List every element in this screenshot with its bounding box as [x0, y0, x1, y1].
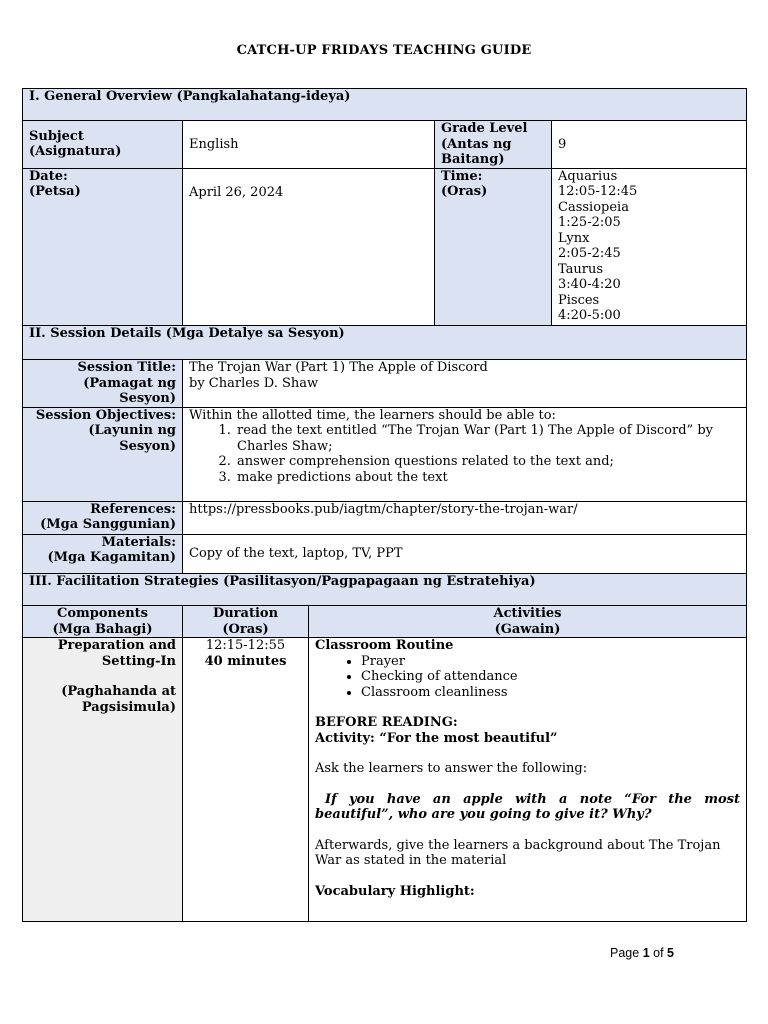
label-line: Materials: — [101, 534, 176, 550]
grade-label-line: Grade Level — [441, 121, 528, 136]
routine-item: • Prayer — [361, 654, 740, 670]
date-value-text: April 26, 2024 — [189, 184, 284, 200]
page-total: 5 — [667, 946, 674, 960]
time-label-line: Time: — [441, 168, 483, 184]
date-label — [23, 168, 183, 326]
label-line: (Mga Sanggunian) — [40, 517, 176, 532]
page-number: 1 — [642, 946, 650, 960]
objectives-value — [183, 407, 747, 501]
objective-item: 2. answer comprehension questions related to the text and; — [235, 454, 740, 470]
col-activities-header — [309, 606, 747, 638]
component-line: Setting-In — [101, 653, 176, 669]
of-word: of — [653, 946, 664, 960]
label-line: References: — [90, 501, 176, 517]
schedule-line: 2:05-2:45 — [558, 246, 621, 261]
routine-list — [315, 654, 740, 701]
schedule-line: Aquarius — [558, 168, 618, 184]
label-line: Sesyon) — [119, 391, 176, 406]
duration-length: 40 minutes — [204, 653, 287, 669]
before-reading-heading: BEFORE READING: — [315, 715, 458, 730]
component-line: Pagsisimula) — [81, 699, 176, 715]
session-title-label — [23, 360, 183, 408]
schedule-line: Pisces — [558, 292, 600, 308]
grade-label — [435, 121, 552, 169]
section2-heading-text: II. Session Details (Mga Detalye sa Sesyon) — [29, 326, 345, 341]
col-components-header — [23, 606, 183, 638]
subject-value: English — [183, 121, 435, 169]
header-line: Duration — [212, 606, 279, 621]
header-line: (Gawain) — [494, 621, 561, 637]
header-line: Components — [56, 606, 149, 621]
section3-heading-text: III. Facilitation Strategies (Pasilitasyon/Pagpapagaan ng Estratehiya) — [29, 574, 536, 589]
section2-heading — [23, 326, 747, 360]
schedule-line: 1:25-2:05 — [558, 215, 621, 230]
date-value — [183, 168, 435, 326]
routine-item: • Classroom cleanliness — [361, 685, 740, 701]
schedule-line: 3:40-4:20 — [558, 277, 621, 292]
label-line: Sesyon) — [119, 438, 176, 454]
label-line: (Mga Kagamitan) — [47, 550, 176, 565]
schedule-line: Lynx — [558, 230, 590, 246]
label-line: (Pamagat ng — [83, 375, 176, 391]
objectives-list — [189, 423, 740, 485]
duration-time: 12:15-12:55 — [205, 638, 286, 653]
activities-cell — [309, 638, 747, 922]
component-cell — [23, 638, 183, 922]
subject-label — [23, 121, 183, 169]
grade-label-line: Baitang) — [441, 152, 505, 167]
schedule-line: 12:05-12:45 — [558, 184, 638, 199]
section1-heading — [23, 89, 747, 121]
session-title-line: The Trojan War (Part 1) The Apple of Discord — [189, 360, 488, 375]
references-label — [23, 501, 183, 534]
ask-text: Ask the learners to answer the following: — [315, 761, 588, 776]
page-word: Page — [610, 946, 640, 960]
objectives-intro: Within the allotted time, the learners should be able to: — [189, 407, 556, 423]
objective-item: 1. read the text entitled “The Trojan War (Part 1) The Apple of Discord” by Charles Shaw; — [235, 423, 740, 454]
label-line: Session Title: — [77, 360, 176, 375]
component-line: (Paghahanda at — [61, 684, 176, 699]
materials-value: Copy of the text, laptop, TV, PPT — [183, 534, 747, 573]
afterwards-text: Afterwards, give the learners a background about The Trojan War as stated in the material — [315, 837, 721, 868]
date-label-line: (Petsa) — [29, 184, 81, 199]
objective-item: 3. make predictions about the text — [235, 470, 740, 486]
duration-cell — [183, 638, 309, 922]
session-title-value — [183, 360, 747, 408]
schedule-cell — [552, 168, 747, 326]
prompt-question: If you have an apple with a note “For the most beautiful”, who are you going to give it? Why? — [315, 791, 740, 822]
references-value: https://pressbooks.pub/iagtm/chapter/story-the-trojan-war/ — [183, 501, 747, 534]
component-line: Preparation and — [57, 638, 176, 653]
schedule-line: Cassiopeia — [558, 199, 629, 215]
grade-label-line: (Antas ng — [441, 136, 512, 152]
header-line: (Oras) — [222, 621, 269, 637]
facilitation-table — [22, 573, 747, 922]
subject-label-line: Subject — [29, 128, 84, 144]
header-line: Activities — [493, 606, 562, 621]
materials-label — [23, 534, 183, 573]
grade-value: 9 — [552, 121, 747, 169]
label-line: (Layunin ng — [88, 423, 176, 438]
document-title: CATCH-UP FRIDAYS TEACHING GUIDE — [236, 43, 532, 58]
session-details-table — [22, 325, 747, 574]
objectives-label — [23, 407, 183, 501]
vocabulary-heading: Vocabulary Highlight: — [315, 883, 475, 899]
schedule-line: 4:20-5:00 — [558, 308, 621, 323]
time-label-line: (Oras) — [441, 184, 488, 199]
schedule-line: Taurus — [558, 261, 604, 277]
time-label — [435, 168, 552, 326]
col-duration-header — [183, 606, 309, 638]
routine-heading: Classroom Routine — [315, 638, 454, 653]
routine-item: • Checking of attendance — [361, 669, 740, 685]
activity-title: Activity: “For the most beautiful” — [315, 730, 558, 746]
date-label-line: Date: — [29, 168, 68, 184]
subject-label-line: (Asignatura) — [29, 144, 122, 160]
general-overview-table — [22, 88, 747, 327]
section1-heading-text: I. General Overview (Pangkalahatang-ideya) — [29, 89, 351, 104]
header-line: (Mga Bahagi) — [52, 621, 153, 637]
session-title-line: by Charles D. Shaw — [189, 375, 319, 391]
label-line: Session Objectives: — [35, 407, 176, 423]
section3-heading — [23, 574, 747, 606]
page-footer — [610, 946, 674, 960]
